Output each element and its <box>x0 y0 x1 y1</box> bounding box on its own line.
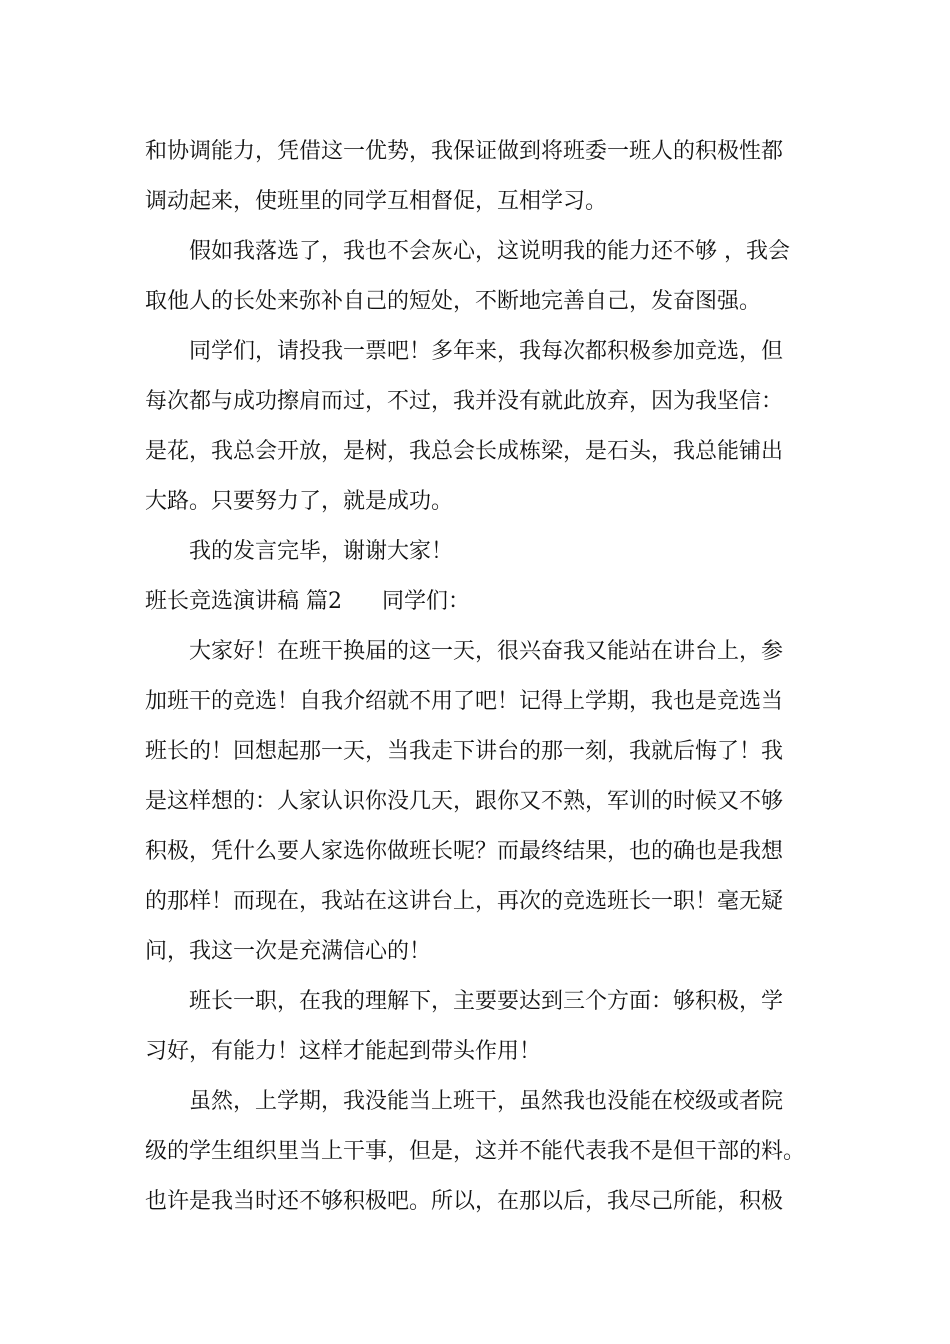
section-greeting: 同学们： <box>382 589 471 614</box>
text-line: 问，我这一次是充满信心的！ <box>145 939 432 964</box>
document-body <box>145 127 815 1227</box>
paragraph-first-line: 虽然，上学期，我没能当上班干，虽然我也没能在校级或者院 <box>189 1089 784 1114</box>
section-heading <box>145 577 815 627</box>
text-line: 取他人的长处来弥补自己的短处，不断地完善自己，发奋图强。 <box>145 289 762 314</box>
paragraph-first-line: 假如我落选了，我也不会灰心，这说明我的能力还不够 ，我会 <box>189 239 790 264</box>
text-line: 的那样！而现在，我站在这讲台上，再次的竞选班长一职！毫无疑 <box>145 889 784 914</box>
text-line: 是这样想的：人家认识你没几天，跟你又不熟，军训的时候又不够 <box>145 789 784 814</box>
text-line: 也许是我当时还不够积极吧。所以，在那以后，我尽己所能，积极 <box>145 1189 784 1214</box>
text-line: 级的学生组织里当上干事，但是，这并不能代表我不是但干部的料。 <box>145 1139 806 1164</box>
text-line: 是花，我总会开放，是树，我总会长成栋梁，是石头，我总能铺出 <box>145 439 784 464</box>
text-line: 大路。只要努力了，就是成功。 <box>145 489 454 514</box>
section-title: 班长竞选演讲稿 篇2 <box>145 589 342 614</box>
text-line: 习好，有能力！这样才能起到带头作用！ <box>145 1039 542 1064</box>
text-line: 加班干的竞选！自我介绍就不用了吧！记得上学期，我也是竞选当 <box>145 689 784 714</box>
paragraph-first-line: 同学们，请投我一票吧！多年来，我每次都积极参加竞选，但 <box>189 339 784 364</box>
text-line: 班长的！回想起那一天，当我走下讲台的那一刻，我就后悔了！我 <box>145 739 784 764</box>
text-line: 积极，凭什么要人家选你做班长呢？而最终结果，也的确也是我想 <box>145 839 784 864</box>
text-line: 调动起来，使班里的同学互相督促，互相学习。 <box>145 189 608 214</box>
paragraph-first-line: 我的发言完毕，谢谢大家！ <box>189 539 454 564</box>
paragraph-first-line: 班长一职，在我的理解下，主要要达到三个方面：够积极，学 <box>189 989 784 1014</box>
text-line: 和协调能力，凭借这一优势，我保证做到将班委一班人的积极性都 <box>145 139 784 164</box>
paragraph-first-line: 大家好！在班干换届的这一天，很兴奋我又能站在讲台上，参 <box>189 639 784 664</box>
text-line: 每次都与成功擦肩而过，不过，我并没有就此放弃，因为我坚信： <box>145 389 784 414</box>
